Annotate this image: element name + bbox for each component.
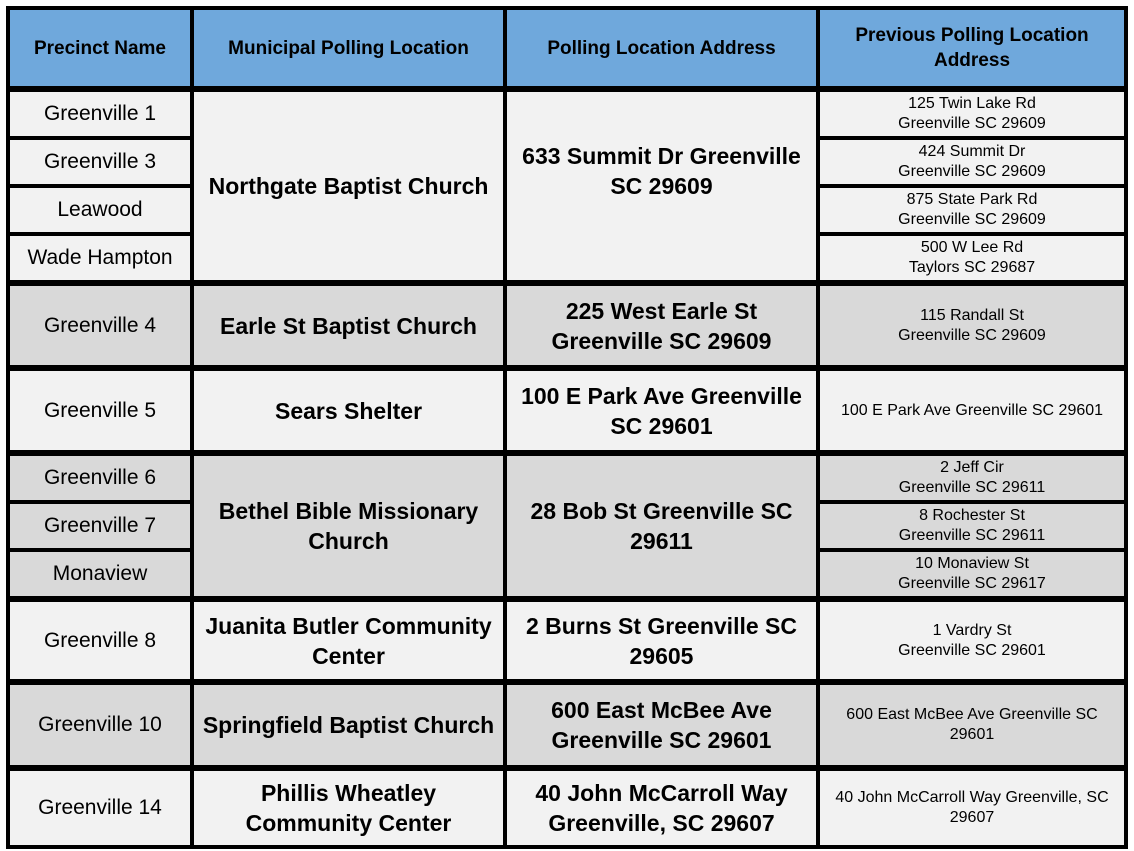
polling-address-cell: 225 West Earle St Greenville SC 29609 bbox=[507, 286, 816, 365]
previous-address-cell bbox=[820, 504, 1124, 548]
polling-address-cell: 100 E Park Ave Greenville SC 29601 bbox=[507, 371, 816, 450]
header-previous-polling-location-address: Previous Polling Location Address bbox=[820, 10, 1124, 86]
polling-location-cell: Juanita Butler Community Center bbox=[194, 602, 503, 679]
polling-address-cell: 28 Bob St Greenville SC 29611 bbox=[507, 456, 816, 596]
polling-locations-table bbox=[6, 6, 1128, 849]
precinct-name-cell: Greenville 3 bbox=[10, 140, 190, 184]
polling-location-cell: Springfield Baptist Church bbox=[194, 685, 503, 765]
precinct-name-cell: Greenville 8 bbox=[10, 602, 190, 679]
previous-address-line: Greenville SC 29609 bbox=[898, 211, 1046, 228]
previous-address-line: 40 John McCarroll Way Greenville, SC 29607 bbox=[835, 789, 1109, 826]
previous-address-line: 1 Vardry St bbox=[932, 621, 1012, 639]
precinct-name-cell: Leawood bbox=[10, 188, 190, 232]
previous-address-line: Greenville SC 29611 bbox=[898, 479, 1046, 496]
previous-address-cell bbox=[820, 771, 1124, 845]
previous-address-line: Greenville SC 29609 bbox=[898, 163, 1046, 180]
precinct-name-cell: Wade Hampton bbox=[10, 236, 190, 280]
previous-address-cell bbox=[820, 685, 1124, 765]
previous-address-line: 500 W Lee Rd bbox=[920, 239, 1024, 256]
previous-address-cell bbox=[820, 188, 1124, 232]
previous-address-cell bbox=[820, 371, 1124, 450]
previous-address-cell bbox=[820, 140, 1124, 184]
polling-address-cell: 600 East McBee Ave Greenville SC 29601 bbox=[507, 685, 816, 765]
polling-address-cell: 633 Summit Dr Greenville SC 29609 bbox=[507, 92, 816, 280]
previous-address-cell bbox=[820, 286, 1124, 365]
previous-address-line: 115 Randall St bbox=[920, 306, 1024, 324]
previous-address-cell bbox=[820, 552, 1124, 596]
header-polling-location-address: Polling Location Address bbox=[507, 10, 816, 86]
precinct-name-cell: Greenville 10 bbox=[10, 685, 190, 765]
header-municipal-polling-location: Municipal Polling Location bbox=[194, 10, 503, 86]
precinct-name-cell: Greenville 6 bbox=[10, 456, 190, 500]
precinct-name-cell: Monaview bbox=[10, 552, 190, 596]
polling-location-cell: Bethel Bible Missionary Church bbox=[194, 456, 503, 596]
previous-address-line: 424 Summit Dr bbox=[918, 143, 1026, 160]
polling-address-cell: 40 John McCarroll Way Greenville, SC 29607 bbox=[507, 771, 816, 845]
previous-address-line: Greenville SC 29609 bbox=[898, 115, 1046, 132]
previous-address-cell bbox=[820, 92, 1124, 136]
previous-address-line: Greenville SC 29601 bbox=[898, 641, 1046, 659]
previous-address-line: 100 E Park Ave Greenville SC 29601 bbox=[840, 401, 1104, 419]
previous-address-line: Greenville SC 29617 bbox=[898, 575, 1046, 592]
precinct-name-cell: Greenville 4 bbox=[10, 286, 190, 365]
polling-location-cell: Northgate Baptist Church bbox=[194, 92, 503, 280]
previous-address-line: 2 Jeff Cir bbox=[940, 459, 1004, 476]
previous-address-line: 875 State Park Rd bbox=[906, 191, 1038, 208]
previous-address-line: 600 East McBee Ave Greenville SC 29601 bbox=[846, 706, 1098, 743]
precinct-name-cell: Greenville 5 bbox=[10, 371, 190, 450]
polling-location-cell: Sears Shelter bbox=[194, 371, 503, 450]
previous-address-line: 8 Rochester St bbox=[919, 507, 1025, 524]
previous-address-cell bbox=[820, 602, 1124, 679]
precinct-name-cell: Greenville 7 bbox=[10, 504, 190, 548]
previous-address-line: 125 Twin Lake Rd bbox=[908, 95, 1036, 112]
previous-address-cell bbox=[820, 236, 1124, 280]
precinct-name-cell: Greenville 14 bbox=[10, 771, 190, 845]
polling-address-cell: 2 Burns St Greenville SC 29605 bbox=[507, 602, 816, 679]
previous-address-line: Taylors SC 29687 bbox=[908, 259, 1036, 276]
previous-address-line: 10 Monaview St bbox=[915, 555, 1029, 572]
polling-location-cell: Earle St Baptist Church bbox=[194, 286, 503, 365]
header-precinct-name: Precinct Name bbox=[10, 10, 190, 86]
precinct-name-cell: Greenville 1 bbox=[10, 92, 190, 136]
polling-location-cell: Phillis Wheatley Community Center bbox=[194, 771, 503, 845]
previous-address-line: Greenville SC 29609 bbox=[898, 326, 1046, 344]
previous-address-line: Greenville SC 29611 bbox=[898, 527, 1046, 544]
previous-address-cell bbox=[820, 456, 1124, 500]
